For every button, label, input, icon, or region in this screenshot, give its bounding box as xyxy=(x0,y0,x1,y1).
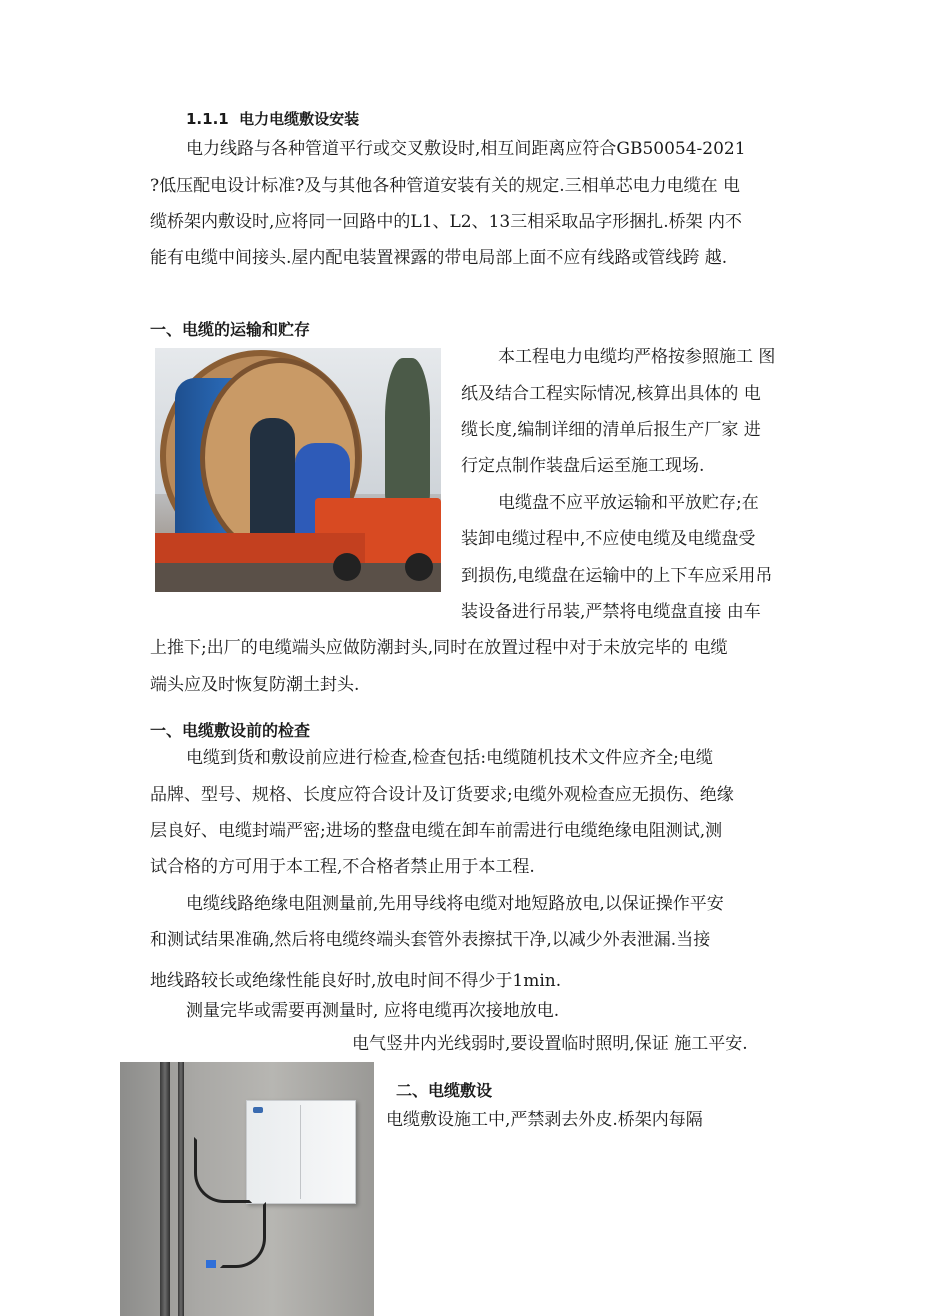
paragraph-line: 测量完毕或需要再测量时, 应将电缆再次接地放电. xyxy=(186,1001,560,1021)
paragraph-line: 本工程电力电缆均严格按参照施工 图 xyxy=(498,347,776,367)
paragraph-line: 装卸电缆过程中,不应使电缆及电缆盘受 xyxy=(461,529,756,549)
cable-drum-photo xyxy=(155,348,441,592)
paragraph-line: 纸及结合工程实际情况,核算出具体的 电 xyxy=(461,384,761,404)
paragraph-line: 装设备进行吊装,严禁将电缆盘直接 由车 xyxy=(461,602,761,622)
paragraph-line: 电缆盘不应平放运输和平放贮存;在 xyxy=(498,493,759,513)
paragraph-line: 电缆敷设施工中,严禁剥去外皮.桥架内每隔 xyxy=(386,1110,703,1130)
section-heading-inspection: 一、电缆敷设前的检查 xyxy=(150,721,311,740)
section-number: 1.1.1 xyxy=(186,110,229,128)
distribution-box-photo xyxy=(120,1062,374,1316)
paragraph-line: 品牌、型号、规格、长度应符合设计及订货要求;电缆外观检查应无损伤、绝缘 xyxy=(150,785,734,805)
paragraph-line: 层良好、电缆封端严密;进场的整盘电缆在卸车前需进行电缆绝缘电阻测试,测 xyxy=(150,821,723,841)
paragraph-line: 缆长度,编制详细的清单后报生产厂家 进 xyxy=(461,420,761,440)
paragraph-line: 电力线路与各种管道平行或交叉敷设时,相互间距离应符合GB50054-2021 xyxy=(186,139,746,159)
paragraph-line: ?低压配电设计标准?及与其他各种管道安装有关的规定.三相单芯电力电缆在 电 xyxy=(150,176,741,196)
paragraph-line: 上推下;出厂的电缆端头应做防潮封头,同时在放置过程中对于未放完毕的 电缆 xyxy=(150,638,728,658)
paragraph-line: 行定点制作装盘后运至施工现场. xyxy=(461,456,705,476)
paragraph-line: 电气竖井内光线弱时,要设置临时照明,保证 施工平安. xyxy=(352,1034,748,1054)
paragraph-line: 电缆线路绝缘电阻测量前,先用导线将电缆对地短路放电,以保证操作平安 xyxy=(186,894,724,914)
section-heading-laying: 二、电缆敷设 xyxy=(396,1081,493,1100)
paragraph-line: 试合格的方可用于本工程,不合格者禁止用于本工程. xyxy=(150,857,535,877)
paragraph-line: 缆桥架内敷设时,应将同一回路中的L1、L2、13三相采取品字形捆扎.桥架 内不 xyxy=(150,212,743,232)
paragraph-line: 端头应及时恢复防潮土封头. xyxy=(150,675,360,695)
paragraph-line: 能有电缆中间接头.屋内配电装置裸露的带电局部上面不应有线路或管线跨 越. xyxy=(150,248,728,268)
paragraph-line: 到损伤,电缆盘在运输中的上下车应采用吊 xyxy=(461,566,773,586)
section-title: 电力电缆敷设安装 xyxy=(239,110,360,128)
section-1-1-1-heading xyxy=(186,108,359,129)
paragraph-line: 地线路较长或绝缘性能良好时,放电时间不得少于1min. xyxy=(150,971,562,991)
paragraph-line: 和测试结果准确,然后将电缆终端头套管外表擦拭干净,以减少外表泄漏.当接 xyxy=(150,930,711,950)
paragraph-line: 电缆到货和敷设前应进行检查,检查包括:电缆随机技术文件应齐全;电缆 xyxy=(186,748,713,768)
section-heading-transport: 一、电缆的运输和贮存 xyxy=(150,320,311,339)
